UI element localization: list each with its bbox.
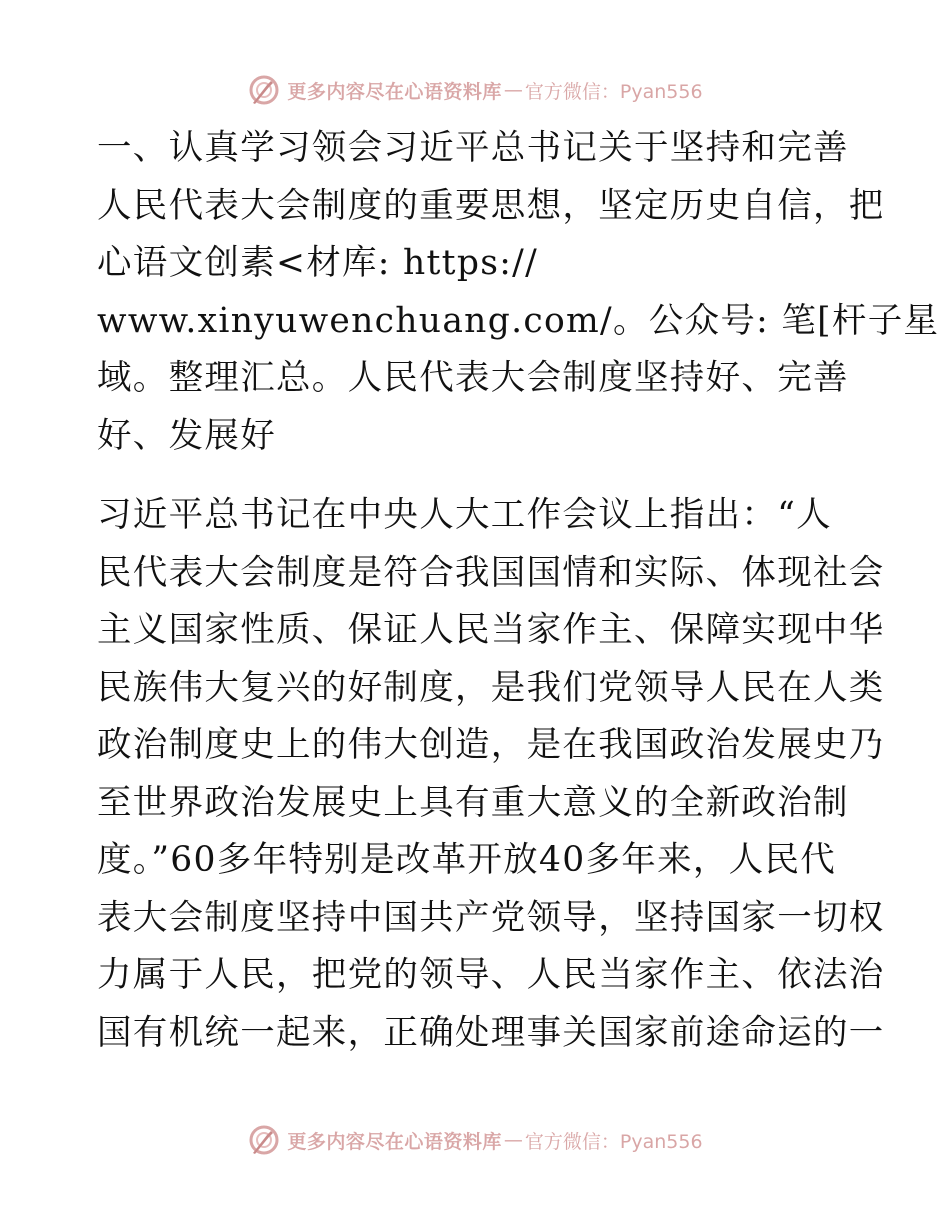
text-line: 国有机统一起来，正确处理事关国家前途命运的一 bbox=[97, 1012, 885, 1053]
text-line: 民族伟大复兴的好制度，是我们党领导人民在人类 bbox=[97, 667, 885, 708]
document-body bbox=[97, 120, 940, 1062]
text-line: 政治制度史上的伟大创造，是在我国政治发展史乃 bbox=[97, 725, 885, 765]
text-line: 度。”60多年特别是改革开放40多年来，人民代 bbox=[97, 840, 837, 880]
section-heading-paragraph bbox=[97, 120, 940, 465]
header-banner bbox=[0, 70, 950, 110]
footer-banner-separator: — bbox=[503, 1129, 523, 1151]
text-line: 习近平总书记在中央人大工作会议上指出：“人 bbox=[97, 495, 832, 535]
text-line: 表大会制度坚持中国共产党领导，坚持国家一切权 bbox=[97, 897, 885, 938]
text-line: 一、认真学习领会习近平总书记关于坚持和完善 bbox=[97, 128, 849, 168]
text-line: 域。整理汇总。人民代表大会制度坚持好、完善 bbox=[97, 358, 849, 398]
header-banner-contact: 官方微信：Pyan556 bbox=[524, 80, 703, 103]
brush-logo-icon bbox=[247, 73, 281, 107]
text-line: www.xinyuwenchuang.com/。公众号: 笔[杆子星 bbox=[97, 300, 940, 341]
footer-banner-contact: 官方微信：Pyan556 bbox=[524, 1130, 703, 1153]
text-line: 主义国家性质、保证人民当家作主、保障实现中华 bbox=[97, 610, 885, 650]
text-line: 力属于人民，把党的领导、人民当家作主、依法治 bbox=[97, 955, 885, 995]
text-line: 至世界政治发展史上具有重大意义的全新政治制 bbox=[97, 782, 849, 823]
text-line: 民代表大会制度是符合我国国情和实际、体现社会 bbox=[97, 552, 885, 593]
footer-banner-text: 更多内容尽在心语资料库 bbox=[287, 1130, 502, 1153]
text-line: 好、发展好 bbox=[97, 415, 276, 456]
body-paragraph bbox=[97, 487, 885, 1062]
header-banner-separator: — bbox=[503, 79, 523, 101]
brush-logo-icon bbox=[247, 1123, 281, 1157]
footer-banner bbox=[0, 1120, 950, 1160]
text-line: 人民代表大会制度的重要思想，坚定历史自信，把 bbox=[97, 185, 885, 226]
text-line: 心语文创素<材库: https:// bbox=[97, 243, 539, 283]
header-banner-text: 更多内容尽在心语资料库 bbox=[287, 80, 502, 103]
